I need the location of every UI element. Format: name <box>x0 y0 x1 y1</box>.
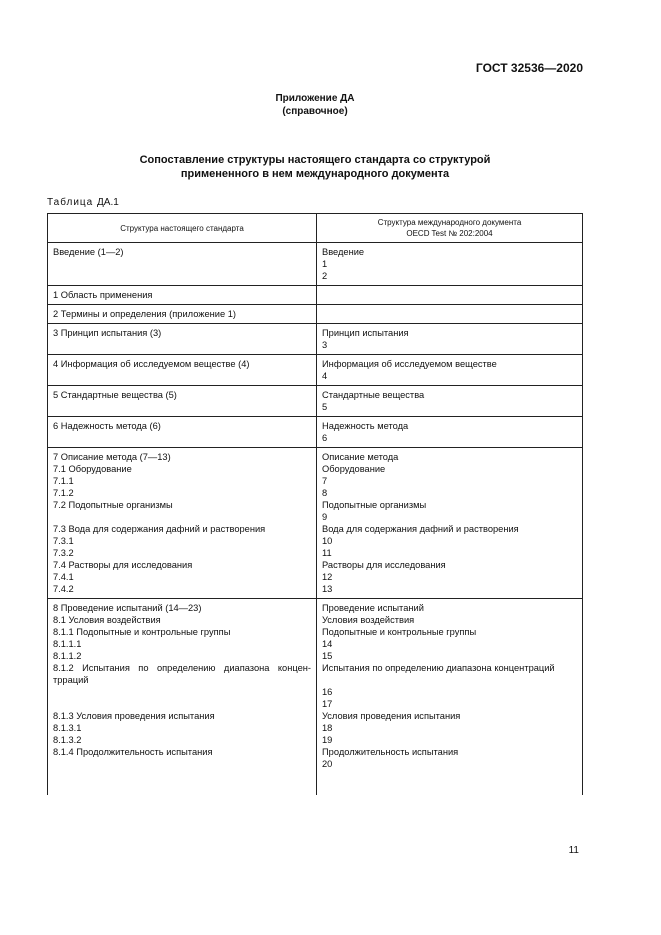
cell-international-document <box>317 599 583 796</box>
cell-line <box>53 511 311 523</box>
cell-line <box>322 674 577 686</box>
cell-current-standard <box>48 305 317 324</box>
cell-line: 8.1.3 Условия проведения испытания <box>53 711 215 721</box>
cell-line: 7.4.1 <box>53 572 74 582</box>
cell-line: Проведение испытаний <box>322 603 424 613</box>
cell-line: 18 <box>322 723 333 733</box>
table-label-number: ДА.1 <box>97 197 119 208</box>
cell-line: 7.3.1 <box>53 536 74 546</box>
cell-international-document <box>317 355 583 386</box>
table-row <box>48 417 583 448</box>
page-number: 11 <box>568 845 579 856</box>
cell-line: 20 <box>322 759 333 769</box>
cell-line: 13 <box>322 584 333 594</box>
cell-line: 1 <box>322 259 328 269</box>
cell-line: 7.3.2 <box>53 548 74 558</box>
cell-line: Испытания по определению диапазона концентраций <box>322 663 555 673</box>
cell-line: 11 <box>322 548 332 558</box>
cell-line: Вода для содержания дафний и растворения <box>322 524 519 534</box>
cell-line <box>322 308 577 320</box>
cell-international-document <box>317 448 583 599</box>
cell-line: 7.1.2 <box>53 488 74 498</box>
table-header-row <box>48 214 583 243</box>
appendix-type: (справочное) <box>282 106 348 117</box>
cell-line: 4 Информация об исследуемом веществе (4) <box>53 359 250 369</box>
standard-code: ГОСТ 32536—2020 <box>475 61 583 75</box>
document-title <box>0 153 630 181</box>
cell-line: 7.4 Растворы для исследования <box>53 560 193 570</box>
cell-international-document <box>317 417 583 448</box>
cell-line: 17 <box>322 699 333 709</box>
cell-line: 7.3 Вода для содержания дафний и растворения <box>53 524 266 534</box>
table-row <box>48 599 583 796</box>
cell-current-standard <box>48 417 317 448</box>
cell-line: 7 <box>322 476 328 486</box>
cell-line: Введение (1—2) <box>53 247 124 257</box>
column-header-international-document <box>317 214 583 243</box>
cell-line: 3 <box>322 340 328 350</box>
cell-line: 3 Принцип испытания (3) <box>53 328 162 338</box>
cell-current-standard <box>48 243 317 286</box>
cell-line: 8.1.4 Продолжительность испытания <box>53 747 213 757</box>
appendix-title: Приложение ДА <box>275 93 355 104</box>
cell-line: 2 Термины и определения (приложение 1) <box>53 309 237 319</box>
cell-line: Условия проведения испытания <box>322 711 461 721</box>
cell-line <box>53 698 311 710</box>
cell-line: 7.1.1 <box>53 476 74 486</box>
cell-line: Описание метода <box>322 452 399 462</box>
cell-line: 7.1 Оборудование <box>53 464 132 474</box>
cell-line: Надежность метода <box>322 421 409 431</box>
cell-line: 15 <box>322 651 333 661</box>
table-label <box>47 197 119 208</box>
table-row <box>48 355 583 386</box>
cell-line: Условия воздействия <box>322 615 415 625</box>
cell-line <box>53 686 311 698</box>
cell-line: Введение <box>322 247 365 257</box>
cell-line: Продолжительность испытания <box>322 747 459 757</box>
cell-international-document <box>317 305 583 324</box>
cell-line: 8.1.1 Подопытные и контрольные группы <box>53 627 231 637</box>
cell-international-document <box>317 386 583 417</box>
cell-line: 8.1.3.2 <box>53 735 82 745</box>
cell-line: 14 <box>322 639 333 649</box>
cell-line: трраций <box>53 675 89 685</box>
cell-line: 16 <box>322 687 333 697</box>
cell-line: 10 <box>322 536 333 546</box>
cell-international-document <box>317 324 583 355</box>
document-title-line-1: Сопоставление структуры настоящего стандарта со структурой <box>139 154 491 166</box>
document-title-line-2: примененного в нем международного документа <box>180 168 450 180</box>
cell-line: Подопытные организмы <box>322 500 427 510</box>
cell-current-standard <box>48 386 317 417</box>
table-row <box>48 324 583 355</box>
table-row <box>48 286 583 305</box>
cell-international-document <box>317 286 583 305</box>
table-label-word: Таблица <box>47 197 94 208</box>
cell-current-standard <box>48 355 317 386</box>
table-row <box>48 243 583 286</box>
cell-current-standard <box>48 286 317 305</box>
cell-line: 8.1.1.2 <box>53 651 82 661</box>
cell-line: 2 <box>322 271 328 281</box>
cell-line: 4 <box>322 371 328 381</box>
cell-line: 8.1.3.1 <box>53 723 82 733</box>
cell-current-standard <box>48 448 317 599</box>
column-header-line-2: OECD Test № 202:2004 <box>406 229 493 238</box>
cell-line: 8.1 Условия воздействия <box>53 615 161 625</box>
cell-line: 8 Проведение испытаний (14—23) <box>53 603 202 613</box>
cell-line: 6 Надежность метода (6) <box>53 421 161 431</box>
cell-line: Оборудование <box>322 464 386 474</box>
cell-line: 7 Описание метода (7—13) <box>53 452 171 462</box>
comparison-table <box>47 213 583 795</box>
cell-line: Растворы для исследования <box>322 560 446 570</box>
cell-current-standard <box>48 599 317 796</box>
cell-line: 12 <box>322 572 333 582</box>
cell-line: 8.1.2 Испытания по определению диапазона концен- <box>53 663 311 673</box>
cell-line: Информация об исследуемом веществе <box>322 359 497 369</box>
cell-current-standard <box>48 324 317 355</box>
cell-line: 9 <box>322 512 328 522</box>
cell-line <box>322 289 577 301</box>
cell-line: 5 <box>322 402 328 412</box>
cell-line: 8.1.1.1 <box>53 639 82 649</box>
column-header-line-1: Структура международного документа <box>377 218 522 227</box>
table-row <box>48 448 583 599</box>
cell-line: 5 Стандартные вещества (5) <box>53 390 177 400</box>
cell-line: Принцип испытания <box>322 328 409 338</box>
cell-line: 19 <box>322 735 333 745</box>
table-row <box>48 386 583 417</box>
column-header-current-standard: Структура настоящего стандарта <box>48 214 317 243</box>
cell-line: 7.2 Подопытные организмы <box>53 500 173 510</box>
table-row <box>48 305 583 324</box>
cell-international-document <box>317 243 583 286</box>
cell-line: 6 <box>322 433 328 443</box>
cell-line: 1 Область применения <box>53 290 153 300</box>
cell-line: 8 <box>322 488 328 498</box>
cell-line: Подопытные и контрольные группы <box>322 627 477 637</box>
cell-line: 7.4.2 <box>53 584 74 594</box>
cell-line: Стандартные вещества <box>322 390 425 400</box>
